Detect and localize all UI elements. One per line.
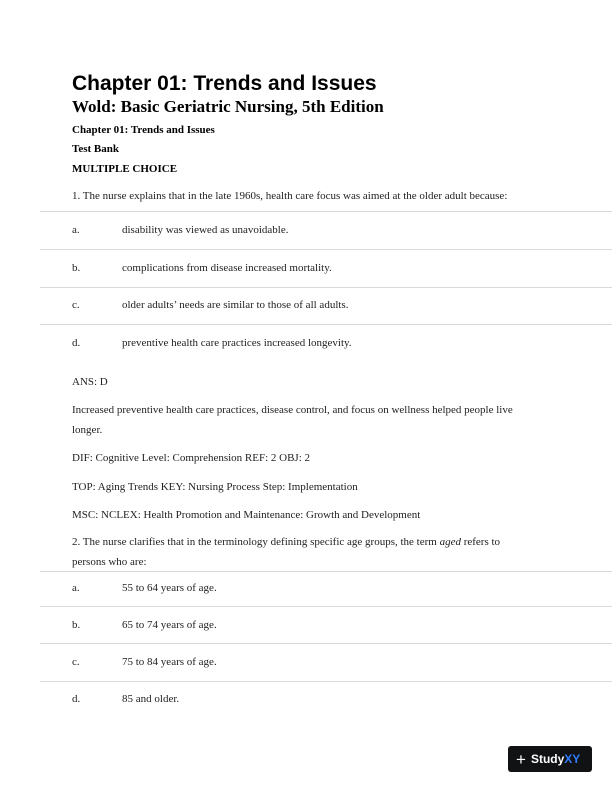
option-letter: c.	[72, 656, 80, 668]
option-text: 65 to 74 years of age.	[122, 619, 217, 631]
test-bank-label: Test Bank	[72, 143, 119, 155]
chapter-line: Chapter 01: Trends and Issues	[72, 124, 215, 136]
divider	[40, 324, 612, 325]
answer-line: ANS: D	[72, 376, 108, 388]
question-1-text: 1. The nurse explains that in the late 1960s, health care focus was aimed at the older adult because:	[72, 190, 508, 202]
option-letter: a.	[72, 582, 80, 594]
divider	[40, 571, 612, 572]
option-text: preventive health care practices increased longevity.	[122, 337, 352, 349]
divider	[40, 606, 612, 607]
question-2-text	[72, 532, 532, 572]
question-2-term: aged	[439, 536, 461, 548]
topic-line: TOP: Aging Trends KEY: Nursing Process Step: Implementation	[72, 481, 358, 493]
plus-icon: +	[516, 749, 526, 769]
option-letter: d.	[72, 337, 81, 349]
divider	[40, 643, 612, 644]
question-2-text-start: 2. The nurse clarifies that in the terminology defining specific age groups, the term	[72, 536, 440, 548]
option-text: 85 and older.	[122, 693, 180, 705]
divider	[40, 287, 612, 288]
divider	[40, 681, 612, 682]
option-letter: b.	[72, 619, 81, 631]
section-heading: MULTIPLE CHOICE	[72, 163, 178, 175]
studyxy-badge[interactable]	[508, 746, 592, 772]
dif-line: DIF: Cognitive Level: Comprehension REF: 2 OBJ: 2	[72, 452, 311, 464]
brand-name: Study	[530, 752, 565, 766]
option-text: 55 to 64 years of age.	[122, 582, 217, 594]
brand-accent: XY	[564, 752, 581, 766]
rationale-text: Increased preventive health care practices, disease control, and focus on wellness helped people live longer.	[72, 404, 513, 436]
divider	[40, 211, 612, 212]
option-text: older adults’ needs are similar to those of all adults.	[122, 299, 349, 311]
option-text: complications from disease increased mortality.	[122, 262, 332, 274]
page-title: Chapter 01: Trends and Issues	[72, 72, 377, 95]
option-letter: b.	[72, 262, 81, 274]
book-title: Wold: Basic Geriatric Nursing, 5th Edition	[72, 97, 384, 116]
divider	[40, 249, 612, 250]
option-text: 75 to 84 years of age.	[122, 656, 217, 668]
msc-line: MSC: NCLEX: Health Promotion and Maintenance: Growth and Development	[72, 509, 421, 521]
option-text: disability was viewed as unavoidable.	[122, 224, 289, 236]
option-letter: a.	[72, 224, 80, 236]
option-letter: d.	[72, 693, 81, 705]
option-letter: c.	[72, 299, 80, 311]
question-2-text-end: refers to persons who are:	[72, 536, 501, 568]
